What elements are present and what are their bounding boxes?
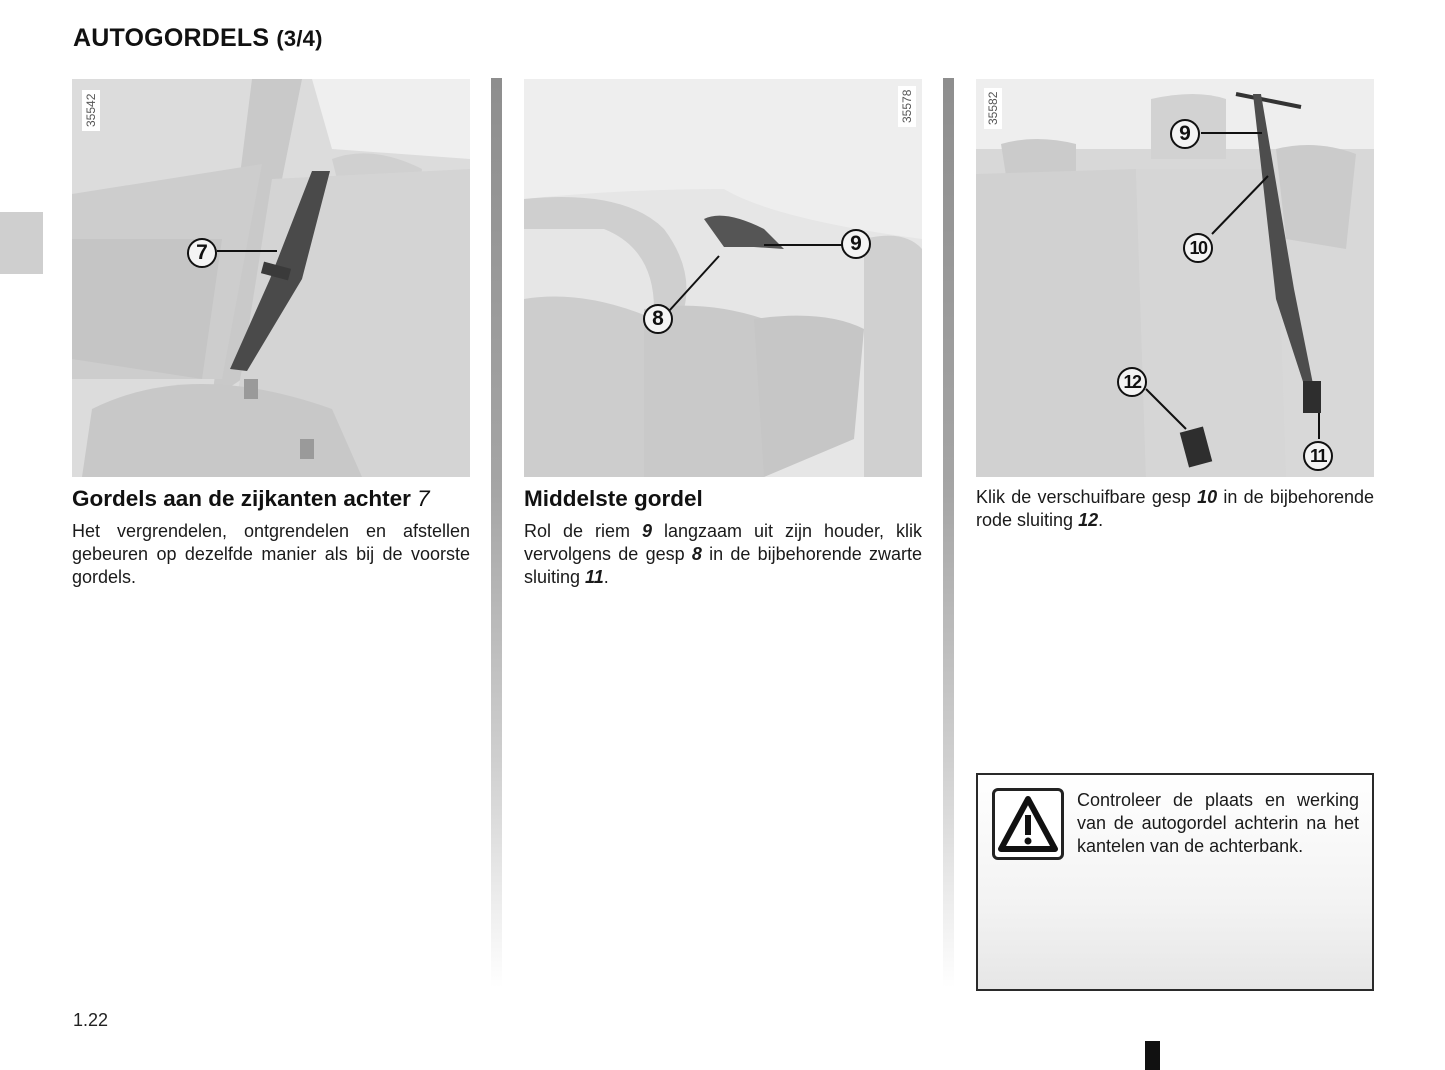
section-heading: Middelste gordel [524, 486, 703, 511]
heading-ref: 7 [417, 486, 430, 511]
page-edge-mark [1145, 1041, 1160, 1070]
section-tab-marker [0, 212, 43, 274]
page-title-suffix: (3/4) [276, 26, 323, 51]
callout-12: 12 [1117, 367, 1147, 397]
callout-9: 9 [1170, 119, 1200, 149]
paragraph: Het vergrendelen, ontgrendelen en afstellen gebeuren op dezelfde manier als bij de voorste gordels. [72, 521, 470, 587]
photo-middle-belt [524, 79, 922, 477]
page-title-text: AUTOGORDELS [73, 24, 270, 52]
photo-reference-number: 35582 [984, 88, 1002, 129]
callout-7: 7 [187, 238, 217, 268]
section-heading [72, 486, 470, 512]
page-number: 1.22 [73, 1010, 109, 1030]
photo-middle-buckle [976, 79, 1374, 477]
warning-text: Controleer de plaats en werking van de autogordel achterin na het kantelen van de achterbank. [1077, 790, 1359, 856]
heading-text: Gordels aan de zijkanten achter [72, 486, 411, 511]
callout-10: 10 [1183, 233, 1213, 263]
rear-seat-illustration [72, 79, 470, 477]
warning-box [976, 773, 1374, 991]
warning-triangle-icon [992, 788, 1064, 860]
column-middle-belt [524, 79, 922, 589]
column-divider [491, 78, 502, 988]
callout-9: 9 [841, 229, 871, 259]
photo-reference-number: 35542 [82, 90, 100, 131]
roof-anchor-illustration [524, 79, 922, 477]
paragraph: Rol de riem 9 langzaam uit zijn houder, klik vervolgens de gesp 8 in de bijbehorende zwarte sluiting 11. [524, 521, 923, 587]
column-middle-buckle [976, 79, 1374, 532]
callout-8: 8 [643, 304, 673, 334]
paragraph: Klik de verschuifbare gesp 10 in de bijbehorende rode sluiting 12. [976, 487, 1375, 530]
column-side-belts [72, 79, 470, 589]
callout-11: 11 [1303, 441, 1333, 471]
column-divider [943, 78, 954, 988]
photo-reference-number: 35578 [898, 86, 916, 127]
photo-rear-side-belt [72, 79, 470, 477]
page-title [73, 24, 323, 53]
